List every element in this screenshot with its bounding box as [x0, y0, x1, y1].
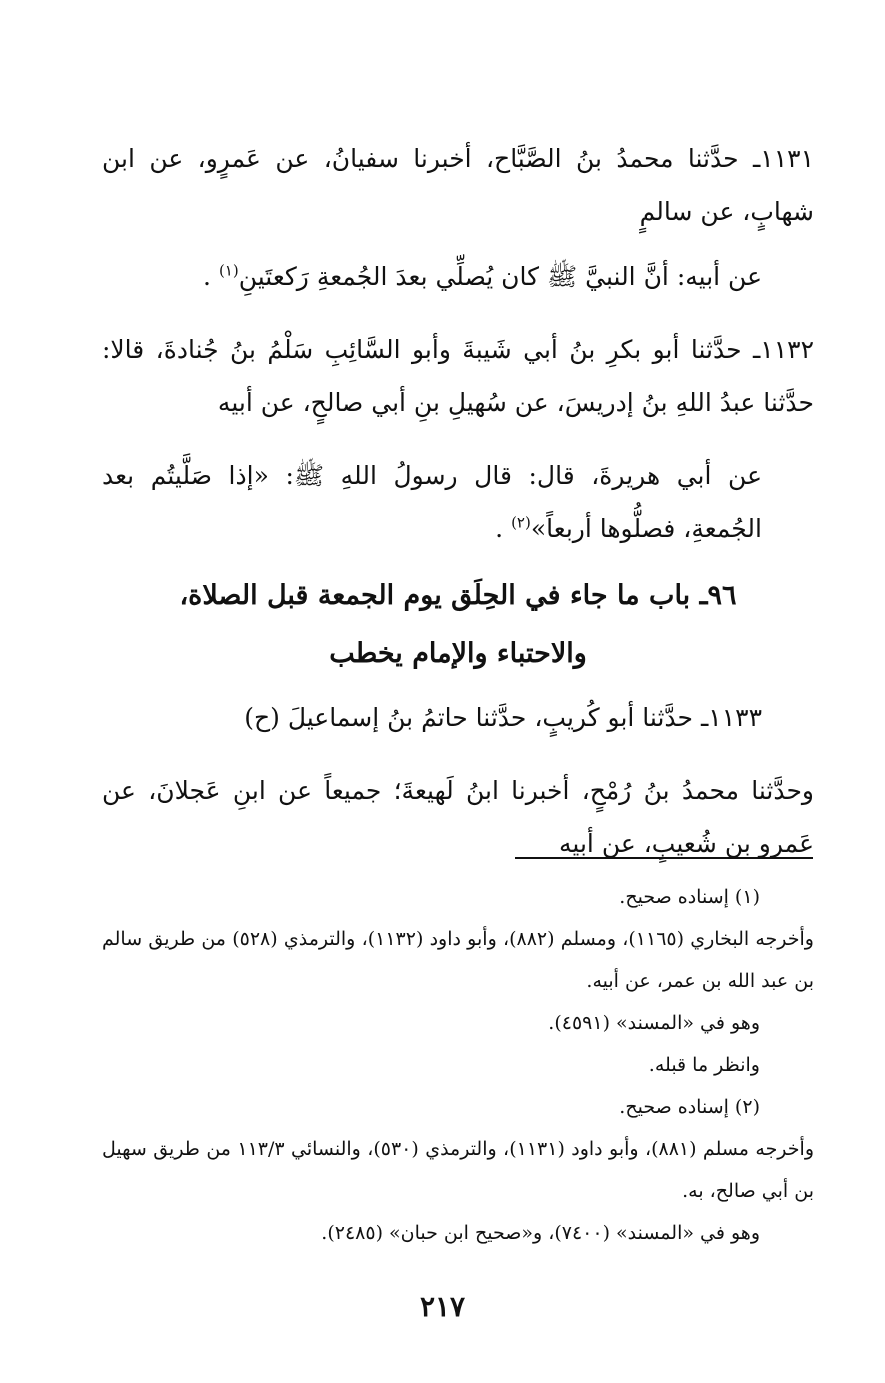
- chapter-heading-line-1: ٩٦ـ باب ما جاء في الحِلَق يوم الجمعة قبل الصلاة،: [179, 580, 737, 611]
- footnote-2-musnad: وهو في «المسند» (٧٤٠٠)، و«صحيح ابن حبان» (٢٤٨٥).: [321, 1222, 760, 1244]
- footnote-1-head: (١) إسناده صحيح.: [619, 886, 760, 908]
- hadith-1132-matn: عن أبي هريرةَ، قال: قال رسولُ اللهِ ﷺ: «إذا صَلَّيتُم بعد الجُمعةِ، فصلُّوها أربعاً»$^{(٢)}$ .: [102, 461, 762, 543]
- hadith-1132-isnad: ١١٣٢ـ حدَّثنا أبو بكرِ بنُ أبي شَيبةَ وأبو السَّائِبِ سَلْمُ بنُ جُنادةَ، قالا: حدَّثنا عبدُ اللهِ بنُ إدريسَ، عن سُهيلِ بنِ أبي صالحٍ، عن أبيه: [102, 335, 814, 417]
- main-text: [102, 132, 814, 870]
- footnote-2-takhrij: وأخرجه مسلم (٨٨١)، وأبو داود (١١٣١)، والترمذي (٥٣٠)، والنسائي ١١٣/٣ من طريق سهيل بن أبي صالح، به.: [102, 1138, 814, 1202]
- hadith-1133-isnad-2: وحدَّثنا محمدُ بنُ رُمْحٍ، أخبرنا ابنُ لَهيعةَ؛ جميعاً عن ابنِ عَجلانَ، عن عَمرو بن شُعيبٍ، عن أبيه: [102, 776, 814, 858]
- footnote-ref-2[interactable]: (٢): [511, 513, 531, 532]
- footnote-ref-1[interactable]: (١): [218, 261, 239, 280]
- hadith-1131-isnad: ١١٣١ـ حدَّثنا محمدُ بنُ الصَّبَّاح، أخبرنا سفيانُ، عن عَمرٍو، عن ابن شهابٍ، عن سالمٍ: [102, 144, 814, 226]
- chapter-heading-line-2: والاحتباء والإمام يخطب: [329, 638, 587, 669]
- footnote-1-musnad: وهو في «المسند» (٤٥٩١).: [548, 1012, 760, 1034]
- chapter-heading: [102, 567, 814, 683]
- footnote-separator: [515, 857, 813, 859]
- footnote-1-see: وانظر ما قبله.: [648, 1054, 760, 1076]
- footnote-1-takhrij: وأخرجه البخاري (١١٦٥)، ومسلم (٨٨٢)، وأبو داود (١١٣٢)، والترمذي (٥٢٨) من طريق سالم بن عبد الله بن عمر، عن أبيه.: [102, 928, 814, 992]
- footnote-2-head: (٢) إسناده صحيح.: [619, 1096, 760, 1118]
- page-number: ٢١٧: [419, 1290, 466, 1323]
- hadith-1131-matn: عن أبيه: أنَّ النبيَّ ﷺ كان يُصلِّي بعدَ الجُمعةِ رَكعتَينِ$^{(١)}$ .: [203, 261, 762, 291]
- hadith-1133-isnad-1: ١١٣٣ـ حدَّثنا أبو كُريبٍ، حدَّثنا حاتمُ بنُ إسماعيلَ (ح): [244, 703, 762, 732]
- footnotes: [102, 876, 814, 1254]
